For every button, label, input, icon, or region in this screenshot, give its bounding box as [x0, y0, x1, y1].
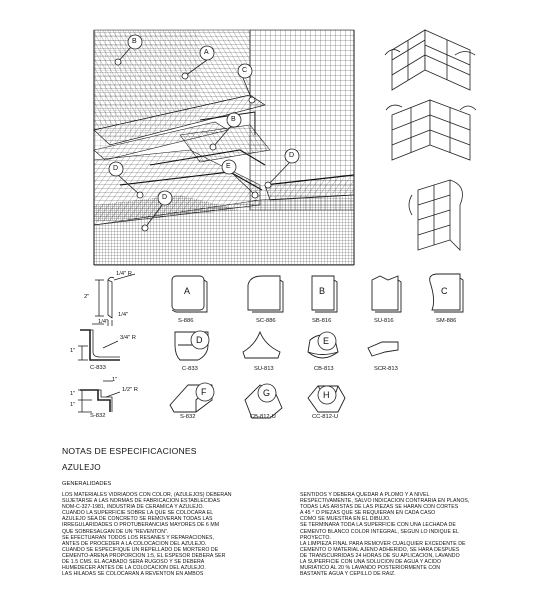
profile-code-bottom: S-832	[90, 413, 106, 419]
notes-line: CEMENTO BLANCO COLOR INTEGRAL, SEGUN LO INDIQUE EL	[300, 528, 459, 535]
notes-subtitle: AZULEJO	[62, 463, 101, 472]
notes-line: CEMENTO O MATERIAL AJENO ADHERIDO, SE HARA DESPUES	[300, 546, 460, 553]
piece-letter: C	[441, 286, 448, 296]
callout-letter: D	[162, 194, 168, 201]
dim-small-bottom: 1"	[112, 377, 118, 383]
piece-letter: F	[201, 387, 207, 397]
profile-section-middle	[78, 324, 120, 360]
piece-code: S-832	[180, 414, 196, 420]
tile-piece-su813	[243, 332, 280, 358]
piece-letter: G	[263, 388, 271, 398]
profile-code-middle: C-833	[90, 365, 106, 371]
piece-letter: D	[196, 335, 203, 345]
iso-corner-assembly-top	[385, 30, 475, 90]
callout-letter: D	[113, 165, 119, 172]
notes-line: LAS HILADAS SE COLOCARAN A REVENTON EN AMBOS	[62, 571, 204, 578]
piece-letter: B	[319, 286, 326, 296]
dim-radius-middle: 3/4" R	[120, 335, 136, 341]
notes-line: QUE SOBRESALGAN DE UN "REVENTON".	[62, 528, 169, 535]
notes-line: SE EFECTUARAN TODOS LOS RESANES Y REPARACIONES,	[62, 534, 215, 541]
notes-section-heading: GENERALIDADES	[62, 481, 112, 487]
callout-letter: D	[289, 152, 295, 159]
notes-line: LA LIMPIEZA FINAL PARA REMOVER CUALQUIER EXCEDENTE DE	[300, 540, 466, 547]
piece-code: SB-816	[312, 318, 332, 324]
notes-line: SE TERMINARA TODA LA SUPERFICIE CON UNA LECHADA DE	[300, 522, 456, 529]
floor	[94, 195, 354, 265]
tile-piece-su816	[372, 276, 401, 312]
dim-thickness-top: 1/4"	[118, 312, 129, 318]
callout-letter: A	[204, 49, 209, 56]
piece-code: SCR-813	[374, 366, 398, 372]
piece-letter: E	[323, 336, 330, 346]
dim-height-bottom-2: 1"	[70, 402, 76, 408]
notes-line: SENTIDOS Y DEBERA QUEDAR A PLOMO Y A NIVEL	[300, 492, 430, 498]
dim-radius-bottom: 1/2" R	[122, 387, 138, 393]
dim-radius-top: 1/4" R	[116, 271, 132, 277]
piece-code: SM-886	[436, 318, 457, 324]
notes-line: MURIATICO AL 20 % LAVANDO POSTERIORMENTE CON	[300, 565, 441, 572]
piece-letter: A	[184, 286, 191, 296]
piece-code: S-886	[178, 318, 194, 324]
iso-corner-assembly-middle	[386, 100, 476, 160]
piece-code: C-833	[182, 366, 198, 372]
piece-code: CB-813	[314, 366, 334, 372]
notes-line: COMO SE MUESTRA EN EL DIBUJO.	[300, 516, 391, 523]
notes-line: A 45 ° O PIEZAS QUE SE REQUIERAN EN CADA CASO	[300, 510, 436, 517]
piece-code: SU-813	[254, 366, 274, 372]
notes-line: DE 1.5 CMS. EL ACABADO SERA RUGOSO Y SE DEBERA	[62, 559, 205, 566]
piece-letter: H	[323, 390, 330, 400]
notes-line: PROYECTO.	[300, 534, 331, 541]
piece-code: SC-886	[256, 318, 276, 324]
notes-column-2	[300, 492, 538, 577]
piece-code: SU-816	[374, 318, 394, 324]
notes-line: AZULEJO SEA DE CONCRETO SE REMOVERAN TODAS LAS	[62, 516, 213, 523]
dim-height-top: 2"	[84, 294, 90, 300]
tile-piece-sc886	[248, 276, 283, 312]
piece-code: CB-812-U	[250, 414, 276, 420]
notes-line: SUJETARSE A LAS NORMAS DE FABRICACION ESTABLECIDAS	[62, 498, 220, 505]
callout-letter: E	[226, 163, 231, 170]
notes-line: CUANDO LA SUPERFICIE SOBRE LA QUE SE COLOCARA EL	[62, 510, 214, 517]
dim-height-bottom-1: 1"	[70, 391, 76, 397]
callout-letter: C	[242, 67, 248, 74]
callout-letter: B	[231, 116, 236, 123]
notes-line: ANTES DE PROCEDER A LA COLOCACION DEL AZULEJO.	[62, 540, 207, 547]
notes-line: RESPECTIVAMENTE, SALVO INDICACION CONTRARIA EN PLANOS,	[300, 498, 470, 505]
callout-letter: B	[132, 38, 137, 45]
dim-height-middle: 1"	[70, 348, 76, 354]
profile-section-bottom	[78, 381, 120, 412]
notes-column-1	[62, 492, 292, 577]
notes-line: TODAS LAS ARISTAS DE LAS PIEZAS SE HARAN CON CORTES	[300, 504, 459, 511]
iso-wall-panel	[409, 180, 462, 250]
tile-piece-scr813	[368, 342, 398, 356]
notes-line: LA SUPERFICIE CON UNA SOLUCION DE AGUA Y ACIDO	[300, 559, 442, 566]
notes-line: NOM-C-327-1981, INDUSTRIA DE CERAMICA Y AZULEJO.	[62, 504, 205, 511]
dim-small-middle: 1/4"	[98, 319, 109, 325]
notes-line: LOS MATERIALES VIDRIADOS CON COLOR, (AZULEJOS) DEBERAN	[62, 492, 232, 498]
notes-line: HUMEDECER ANTES DE LA COLOCACION DEL AZULEJO.	[62, 565, 206, 572]
notes-line: DE TRANSCURRIDAS 24 HORAS DE SU APLICACION, LAVANDO	[300, 552, 460, 559]
notes-title: NOTAS DE ESPECIFICACIONES	[62, 446, 197, 456]
piece-code: CC-812-U	[312, 414, 339, 420]
notes-line: IRREGULARIDADES O PROTUBERANCIAS MAYORES DE 6 MM	[62, 522, 220, 529]
notes-line: BASTANTE AGUA Y CEPILLO DE RAIZ.	[300, 571, 396, 578]
notes-line: CEMENTO-ARENA PROPORCION 1:5, EL ESPESOR DEBERA SER	[62, 552, 226, 559]
notes-line: CUANDO SE ESPECIFIQUE UN REPELLADO DE MORTERO DE	[62, 546, 219, 553]
